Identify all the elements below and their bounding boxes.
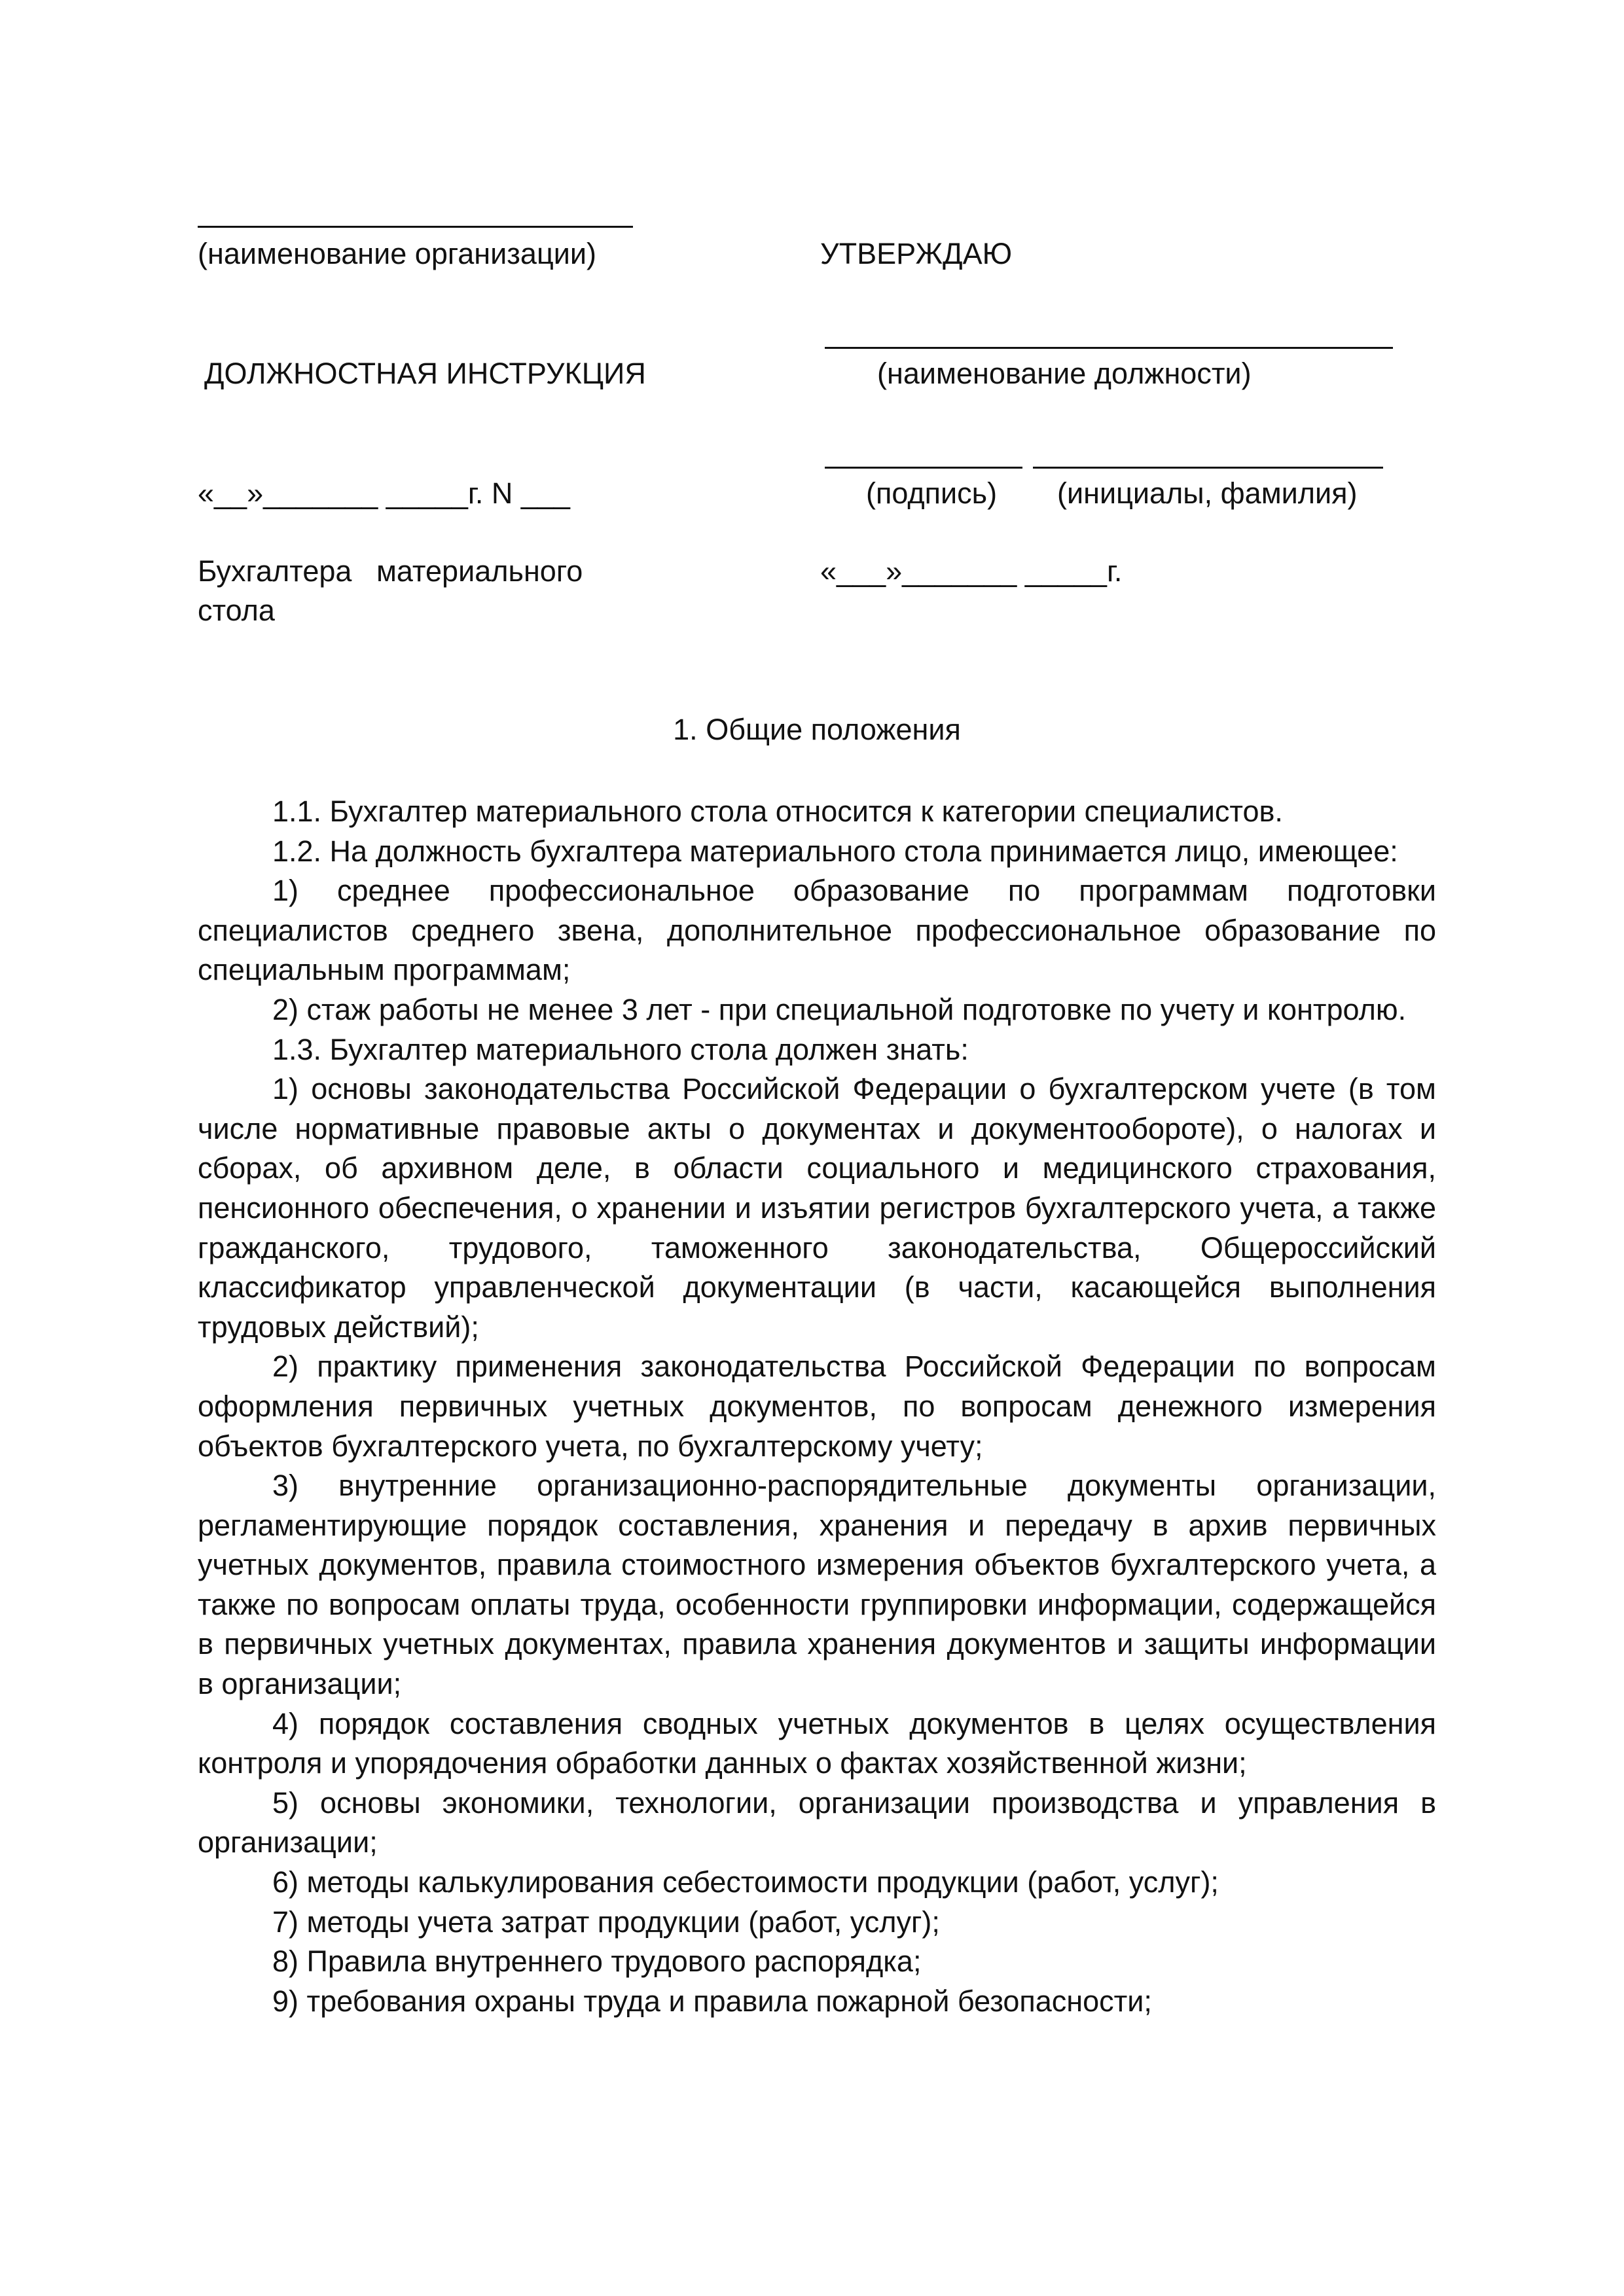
- paragraph: 1) основы законодательства Российской Федерации о бухгалтерском учете (в том числе нормативные правовые акты о документах и документообороте), о налогах и сборах, об архивном деле, в области социального и медицинского страхования, пенсионного обеспечения, о хранении и изъятии регистров бухгалтерского учета, а также гражданского, трудового, таможенного законодательства, Общероссийский классификатор управленческой документации (в части, касающейся выполнения трудовых действий);: [198, 1072, 1436, 1344]
- signature-line: [825, 467, 1022, 469]
- position-name-line1: Бухгалтера материального: [198, 554, 583, 588]
- paragraph: 8) Правила внутреннего трудового распорядка;: [272, 1945, 922, 1979]
- paragraph: 1.1. Бухгалтер материального стола относится к категории специалистов.: [272, 795, 1283, 828]
- paragraph: 1.3. Бухгалтер материального стола должен знать:: [272, 1032, 969, 1066]
- paragraph: 1) среднее профессиональное образование по программам подготовки специалистов среднего звена, дополнительное профессиональное образование по специальным программам;: [198, 874, 1436, 987]
- position-caption: (наименование должности): [877, 357, 1252, 390]
- section-title: 1. Общие положения: [673, 713, 961, 746]
- paragraph: 4) порядок составления сводных учетных документов в целях осуществления контроля и упорядочения обработки данных о фактах хозяйственной жизни;: [198, 1706, 1436, 1780]
- paragraph: 5) основы экономики, технологии, организации производства и управления в организации;: [198, 1785, 1436, 1859]
- section-body: [198, 792, 1436, 2021]
- position-name-line2: стола: [198, 594, 275, 627]
- paragraph: 2) практику применения законодательства Российской Федерации по вопросам оформления первичных учетных документов, по вопросам денежного измерения объектов бухгалтерского учета, по бухгалтерскому учету;: [198, 1350, 1436, 1463]
- paragraph: 3) внутренние организационно-распорядительные документы организации, регламентирующие порядок составления, хранения и передачу в архив первичных учетных документов, правила стоимостного измерения объектов бухгалтерского учета, а также по вопросам оплаты труда, особенности группировки информации, содержащейся в первичных учетных документах, правила хранения документов и защиты информации в организации;: [198, 1469, 1436, 1701]
- org-name-line: [198, 226, 633, 228]
- date-number-line: «__»_______ _____г. N ___: [198, 476, 570, 510]
- approve-label: УТВЕРЖДАЮ: [820, 237, 1013, 270]
- paragraph: 9) требования охраны труда и правила пожарной безопасности;: [272, 1984, 1152, 2018]
- document-title: ДОЛЖНОСТНАЯ ИНСТРУКЦИЯ: [204, 357, 646, 390]
- org-name-caption: (наименование организации): [198, 237, 596, 270]
- paragraph: 7) методы учета затрат продукции (работ, услуг);: [272, 1905, 940, 1939]
- position-name-line: [825, 347, 1393, 349]
- initials-caption: (инициалы, фамилия): [1057, 476, 1358, 510]
- paragraph: 2) стаж работы не менее 3 лет - при специальной подготовке по учету и контролю.: [272, 992, 1407, 1026]
- paragraph: 6) методы калькулирования себестоимости продукции (работ, услуг);: [272, 1865, 1219, 1899]
- approve-date-line: «___»_______ _____г.: [820, 554, 1123, 588]
- paragraph: 1.2. На должность бухгалтера материального стола принимается лицо, имеющее:: [272, 834, 1398, 868]
- initials-line: [1033, 467, 1383, 469]
- signature-caption: (подпись): [866, 476, 998, 510]
